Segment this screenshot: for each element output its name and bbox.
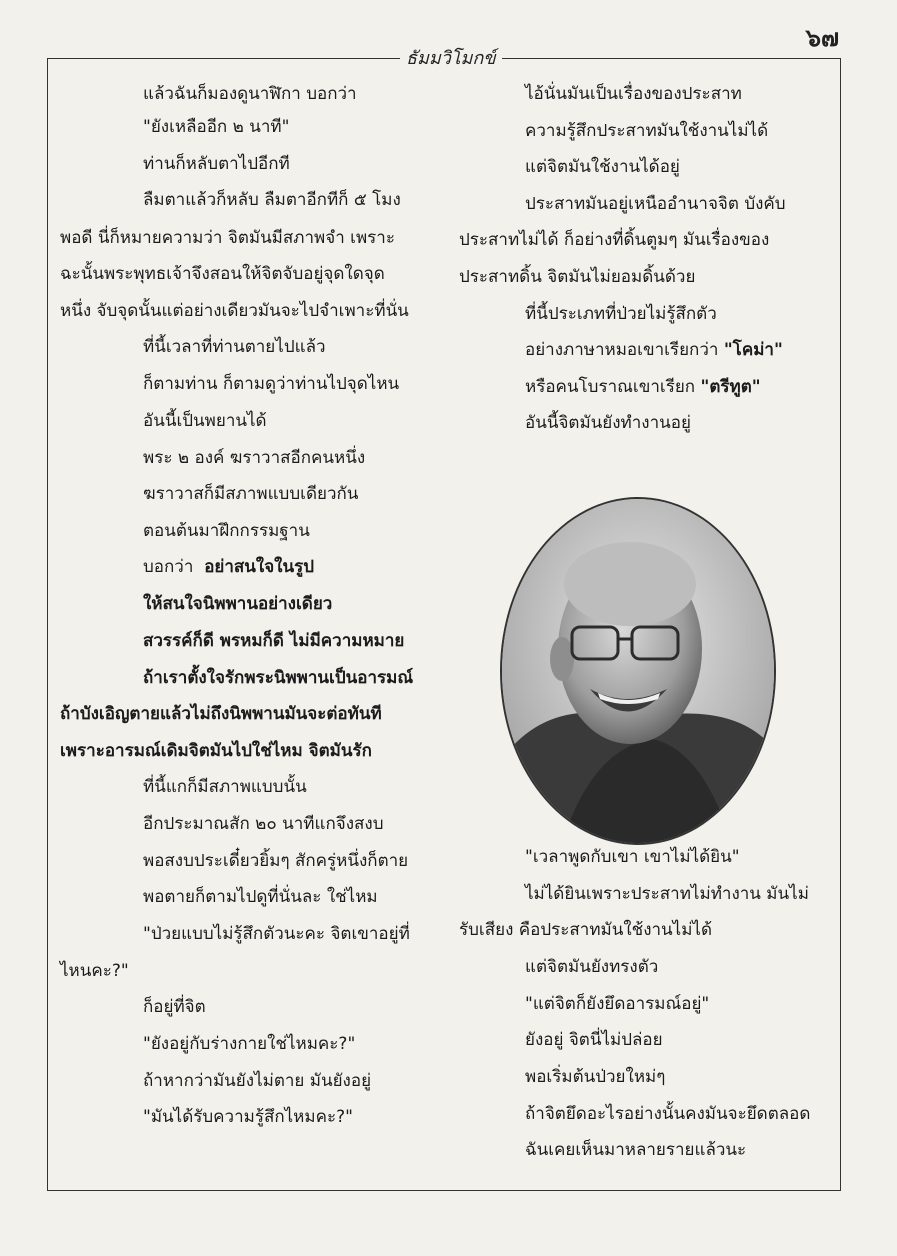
text-line: ก็ตามท่าน ก็ตามดูว่าท่านไปจุดไหน [143,374,400,394]
text-line [525,376,761,398]
text-line: ถ้าหากว่ามันยังไม่ตาย มันยังอยู่ [143,1071,372,1091]
text-line: "ป่วยแบบไม่รู้สึกตัวนะคะ จิตเขาอยู่ที่ [143,924,410,944]
text-line: ประสาทไม่ได้ ก็อย่างที่ดิ้นตูมๆ มันเรื่องของ [459,230,770,250]
text-line: ไหนคะ?" [60,961,129,981]
text-line: ฉะนั้นพระพุทธเจ้าจึงสอนให้จิตจับอยู่จุดใดจุด [60,264,385,284]
text-line: พระ ๒ องค์ ฆราวาสอีกคนหนึ่ง [143,448,366,468]
text-line: ที่นี้ประเภทที่ป่วยไม่รู้สึกตัว [525,304,717,324]
text-line: แต่จิตมันยังทรงตัว [525,957,659,977]
text-line: แล้วฉันก็มองดูนาฬิกา บอกว่า [143,84,357,104]
running-header: ธัมมวิโมกข์ [400,43,502,72]
text-line: ถ้าจิตยึดอะไรอย่างนั้นคงมันจะยึดตลอด [525,1104,811,1124]
text-line: ยังอยู่ จิตนี่ไม่ปล่อย [525,1030,663,1050]
text-line: อีกประมาณสัก ๒๐ นาทีแกจึงสงบ [143,814,384,834]
text-line: พอสงบประเดี๋ยวยิ้มๆ สักครู่หนึ่งก็ตาย [143,851,409,871]
text-line: ลืมตาแล้วก็หลับ ลืมตาอีกทีก็ ๕ โมง [143,190,401,210]
text-line: สวรรค์ก็ดี พรหมก็ดี ไม่มีความหมาย [143,631,405,651]
text-line: ไม่ได้ยินเพราะประสาทไม่ทำงาน มันไม่ [525,884,809,904]
text-line [525,339,783,361]
text-line: "เวลาพูดกับเขา เขาไม่ได้ยิน" [525,847,740,867]
text-line: "มันได้รับความรู้สึกไหมคะ?" [143,1107,353,1127]
text-line: "แต่จิตก็ยังยึดอารมณ์อยู่" [525,994,710,1014]
text-run: บอกว่า [143,557,194,577]
text-line: ประสาทดิ้น จิตมันไม่ยอมดิ้นด้วย [459,267,696,287]
text-run: อย่างภาษาหมอเขาเรียกว่า [525,340,719,360]
text-line: ไอ้นั่นมันเป็นเรื่องของประสาท [525,84,742,104]
text-line: ที่นี้แกก็มีสภาพแบบนั้น [143,777,307,797]
text-line: ฆราวาสก็มีสภาพแบบเดียวกัน [143,484,359,504]
text-line: รับเสียง คือประสาทมันใช้งานไม่ได้ [459,920,713,940]
text-line: ตอนต้นมาฝึกกรรมฐาน [143,521,310,541]
text-run-bold: อย่าสนใจในรูป [204,557,315,577]
text-line: พอดี นี่ก็หมายความว่า จิตมันมีสภาพจำ เพราะ [60,228,395,248]
text-line: พอตายก็ตามไปดูที่นั่นละ ใช่ไหม [143,887,378,907]
text-line: อันนี้เป็นพยานได้ [143,411,267,431]
text-line: พอเริ่มต้นป่วยใหม่ๆ [525,1067,666,1087]
text-line: ให้สนใจนิพพานอย่างเดียว [143,594,333,614]
text-line: ก็อยู่ที่จิต [143,997,206,1017]
text-line: อันนี้จิตมันยังทำงานอยู่ [525,413,691,433]
text-line: แต่จิตมันใช้งานได้อยู่ [525,157,680,177]
text-line [143,556,314,578]
text-line: ท่านก็หลับตาไปอีกที [143,154,290,174]
text-line: ประสาทมันอยู่เหนืออำนาจจิต บังคับ [525,194,786,214]
text-line: ถ้าเราตั้งใจรักพระนิพพานเป็นอารมณ์ [143,668,414,688]
text-line: เพราะอารมณ์เดิมจิตมันไปใช่ไหม จิตมันรัก [60,741,372,761]
text-line: ความรู้สึกประสาทมันใช้งานไม่ได้ [525,121,769,141]
monk-portrait-illustration [502,499,774,843]
monk-photo [500,497,776,845]
text-line: ฉันเคยเห็นมาหลายรายแล้วนะ [525,1140,747,1160]
text-line: "ยังอยู่กับร่างกายใช่ไหมคะ?" [143,1034,356,1054]
text-run-bold: "โคม่า" [723,340,783,360]
text-line: "ยังเหลืออีก ๒ นาที" [143,117,290,137]
text-run-bold: "ตรีทูต" [700,377,761,397]
text-line: ที่นี้เวลาที่ท่านตายไปแล้ว [143,337,326,357]
page-number: ๖๗ [805,24,839,52]
text-line: ถ้าบังเอิญตายแล้วไม่ถึงนิพพานมันจะต่อทันที [60,704,382,724]
text-line: หนึ่ง จับจุดนั้นแต่อย่างเดียวมันจะไปจำเพาะที่นั่น [60,301,409,321]
text-run: หรือคนโบราณเขาเรียก [525,377,696,397]
